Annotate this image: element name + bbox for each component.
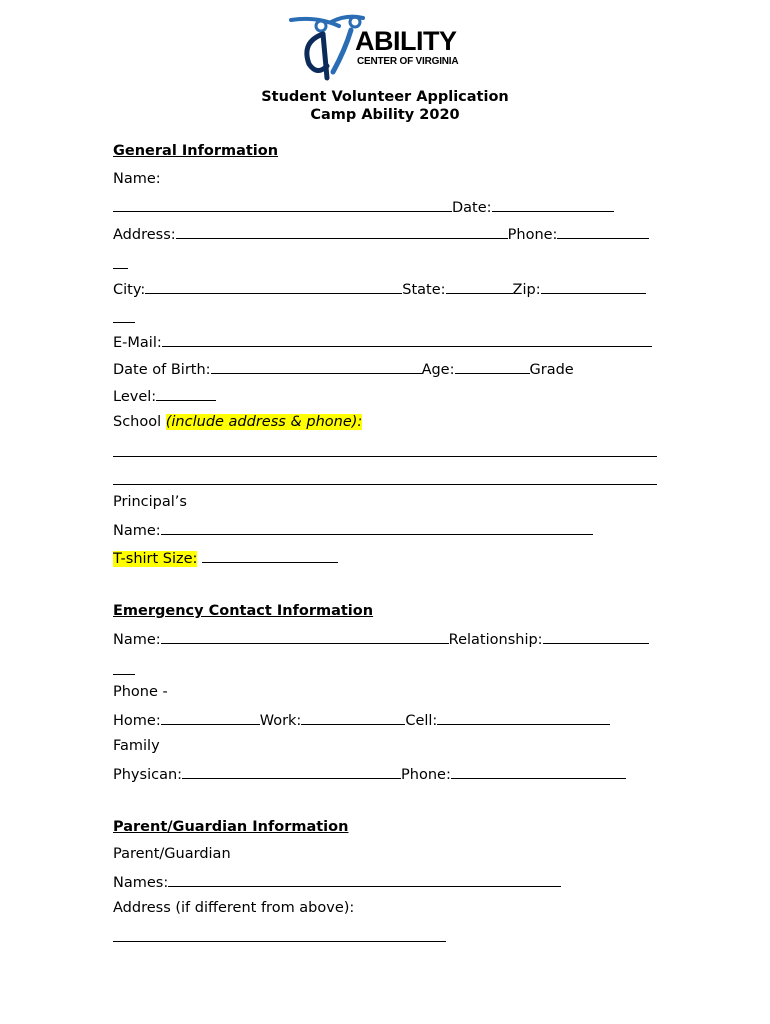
cell-phone-field[interactable] bbox=[437, 710, 610, 725]
school-label: School bbox=[113, 414, 166, 430]
parent-guardian-label: Parent/Guardian bbox=[113, 846, 231, 862]
parent-names-row bbox=[113, 872, 561, 892]
physician-row bbox=[113, 764, 626, 784]
date-field[interactable] bbox=[492, 197, 614, 212]
city-state-zip-row bbox=[113, 279, 646, 299]
state-field[interactable] bbox=[446, 279, 513, 294]
emergency-phone-label: Phone - bbox=[113, 684, 168, 700]
grade-level-field[interactable] bbox=[156, 386, 216, 401]
city-label: City: bbox=[113, 282, 146, 298]
age-field[interactable] bbox=[455, 359, 530, 374]
level-row bbox=[113, 386, 216, 406]
school-field-line-1[interactable] bbox=[113, 456, 657, 457]
parent-address-label: Address (if different from above): bbox=[113, 900, 355, 916]
dob-label: Date of Birth: bbox=[113, 362, 211, 378]
parent-names-label: Names: bbox=[113, 875, 169, 891]
email-row bbox=[113, 332, 652, 352]
school-note: (include address & phone): bbox=[165, 414, 363, 430]
dob-age-grade-row bbox=[113, 359, 574, 379]
relationship-field[interactable] bbox=[543, 629, 649, 644]
state-label: State: bbox=[402, 282, 446, 298]
principal-label: Principal’s bbox=[113, 494, 187, 510]
emergency-phones-row bbox=[113, 710, 610, 730]
school-field-line-2[interactable] bbox=[113, 484, 657, 485]
address-label: Address: bbox=[113, 227, 176, 243]
address-field[interactable] bbox=[176, 224, 508, 239]
emergency-contact-heading: Emergency Contact Information bbox=[113, 603, 374, 619]
family-label: Family bbox=[113, 738, 160, 754]
logo-subtitle: CENTER OF VIRGINIA bbox=[357, 56, 459, 67]
name-field[interactable] bbox=[113, 197, 452, 212]
dob-field[interactable] bbox=[211, 359, 422, 374]
school-row bbox=[113, 413, 362, 431]
phone-label: Phone: bbox=[507, 227, 558, 243]
principal-name-field[interactable] bbox=[161, 520, 593, 535]
principal-name-row bbox=[113, 520, 593, 540]
age-label: Age: bbox=[421, 362, 455, 378]
email-field[interactable] bbox=[162, 332, 652, 347]
zip-field-overflow bbox=[113, 322, 135, 323]
logo-wordmark: ABILITY bbox=[355, 26, 457, 56]
grade-label: Grade bbox=[529, 362, 574, 378]
date-label: Date: bbox=[452, 200, 492, 216]
physician-phone-label: Phone: bbox=[401, 767, 451, 783]
physician-field[interactable] bbox=[182, 764, 401, 779]
general-info-heading: General Information bbox=[113, 143, 279, 159]
name-label: Name: bbox=[113, 171, 161, 187]
email-label: E-Mail: bbox=[113, 335, 162, 351]
physician-phone-field[interactable] bbox=[451, 764, 626, 779]
level-label: Level: bbox=[113, 389, 157, 405]
principal-name-label: Name: bbox=[113, 523, 161, 539]
zip-field[interactable] bbox=[541, 279, 646, 294]
work-phone-field[interactable] bbox=[301, 710, 405, 725]
parent-guardian-heading: Parent/Guardian Information bbox=[113, 819, 349, 835]
parent-address-field[interactable] bbox=[113, 941, 446, 942]
tshirt-label: T-shirt Size: bbox=[113, 551, 198, 567]
emergency-name-label: Name: bbox=[113, 632, 161, 648]
name-date-row bbox=[113, 197, 614, 217]
document-title: Student Volunteer Application bbox=[261, 89, 509, 105]
home-label: Home: bbox=[113, 713, 161, 729]
relationship-label: Relationship: bbox=[448, 632, 543, 648]
phone-field-overflow bbox=[113, 268, 128, 269]
home-phone-field[interactable] bbox=[161, 710, 260, 725]
parent-names-field[interactable] bbox=[168, 872, 561, 887]
ability-center-logo bbox=[287, 14, 477, 82]
relationship-field-overflow bbox=[113, 674, 135, 675]
work-label: Work: bbox=[259, 713, 302, 729]
emergency-name-row bbox=[113, 629, 649, 649]
address-phone-row bbox=[113, 224, 649, 244]
tshirt-field[interactable] bbox=[202, 548, 338, 563]
city-field[interactable] bbox=[145, 279, 402, 294]
document-subtitle: Camp Ability 2020 bbox=[310, 107, 460, 123]
physician-label: Physican: bbox=[113, 767, 183, 783]
tshirt-row bbox=[113, 548, 338, 568]
cell-label: Cell: bbox=[405, 713, 438, 729]
emergency-name-field[interactable] bbox=[161, 629, 449, 644]
zip-label: Zip: bbox=[512, 282, 541, 298]
phone-field[interactable] bbox=[557, 224, 649, 239]
